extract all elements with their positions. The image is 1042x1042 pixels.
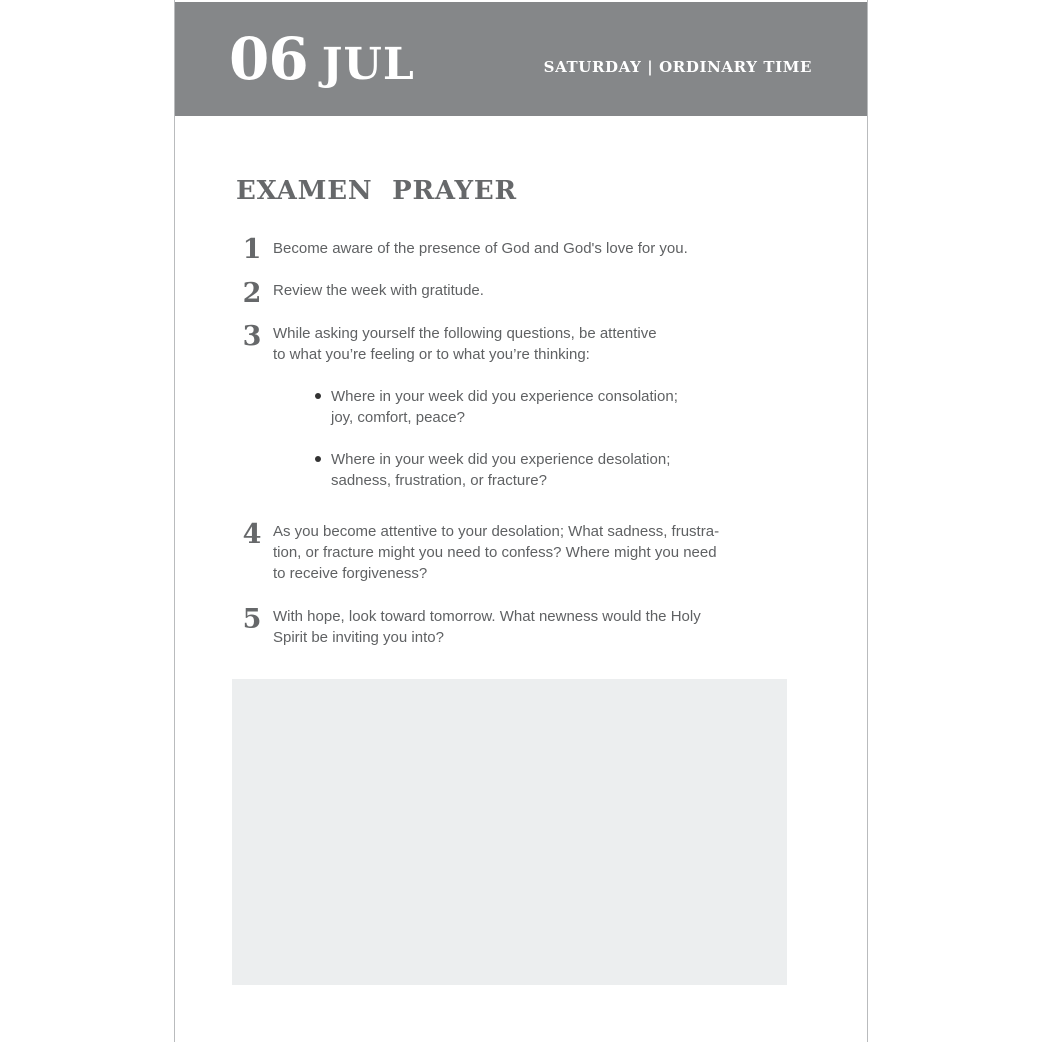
step-text-line: As you become attentive to your desolation; What sadness, frustra- xyxy=(273,523,720,540)
page-title: EXAMEN PRAYER xyxy=(236,176,517,206)
question-text xyxy=(331,386,721,428)
step-number: 4 xyxy=(242,519,262,550)
step-text-line: to what you’re feeling or to what you’re thinking: xyxy=(273,346,590,363)
step-text-line: to receive forgiveness? xyxy=(273,565,428,582)
bullet-icon xyxy=(315,393,321,399)
liturgical-subtitle: SATURDAY | ORDINARY TIME xyxy=(543,58,812,76)
date-day: 06 xyxy=(229,25,308,93)
step-text-line: While asking yourself the following questions, be attentive xyxy=(273,325,657,342)
step-number: 3 xyxy=(242,321,262,352)
step-number: 5 xyxy=(242,604,262,635)
date-header xyxy=(175,2,867,116)
step-number: 2 xyxy=(242,278,262,309)
step-text-line: Spirit be inviting you into? xyxy=(273,629,444,646)
question-text xyxy=(331,449,721,491)
date-heading xyxy=(229,25,415,93)
step-text: Review the week with gratitude. xyxy=(273,282,484,299)
step-number: 1 xyxy=(242,234,262,265)
bullet-icon xyxy=(315,456,321,462)
step-text-line: tion, or fracture might you need to confess? Where might you need xyxy=(273,544,717,561)
step-text: Become aware of the presence of God and God's love for you. xyxy=(273,240,688,257)
question-line: joy, comfort, peace? xyxy=(331,409,465,426)
step-text-line: With hope, look toward tomorrow. What newness would the Holy xyxy=(273,608,701,625)
step-text xyxy=(273,323,743,365)
journal-page xyxy=(174,0,868,1042)
step-text xyxy=(273,521,743,584)
notes-area[interactable] xyxy=(232,679,787,985)
date-month: JUL xyxy=(321,39,415,90)
question-line: Where in your week did you experience desolation; xyxy=(331,451,671,468)
step-text xyxy=(273,606,743,648)
question-line: Where in your week did you experience consolation; xyxy=(331,388,678,405)
question-line: sadness, frustration, or fracture? xyxy=(331,472,547,489)
